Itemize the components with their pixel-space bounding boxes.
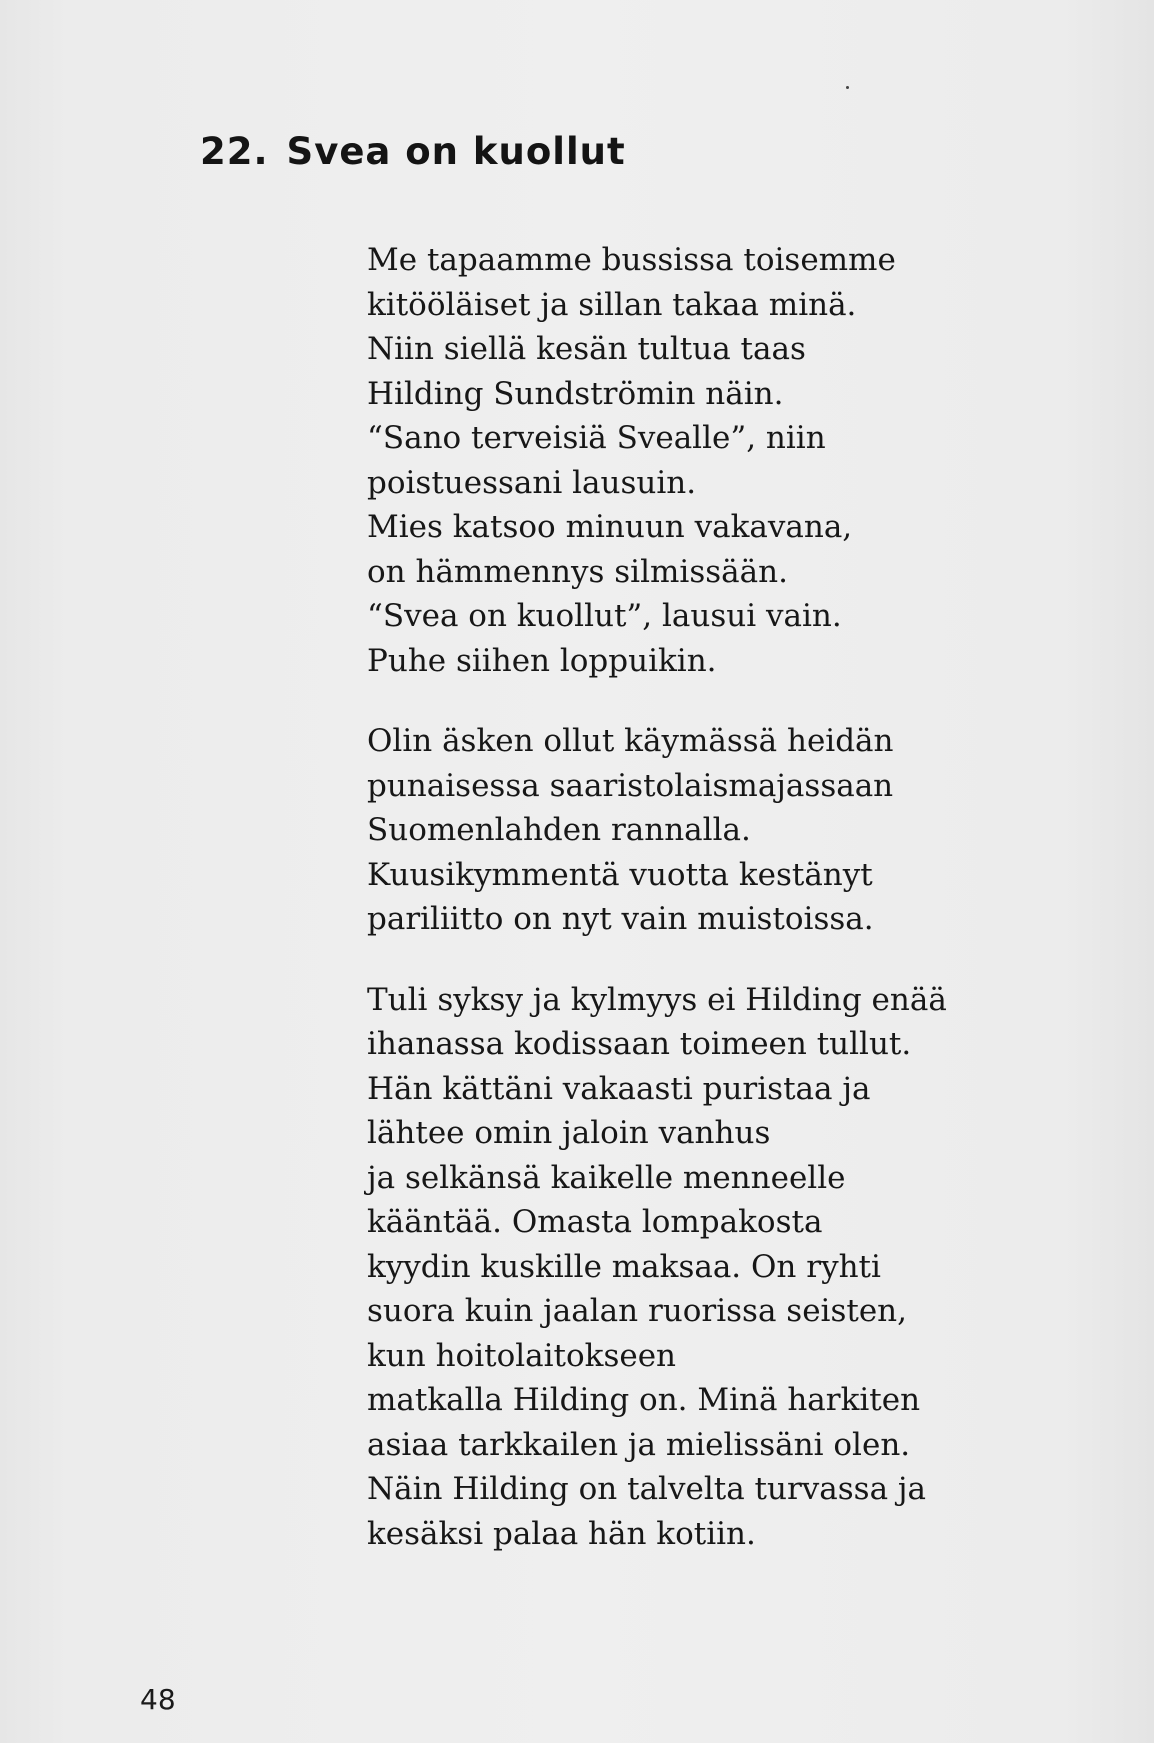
poem-line: lähtee omin jaloin vanhus — [367, 1115, 771, 1151]
poem-line: kun hoitolaitokseen — [367, 1337, 677, 1374]
poem-line: Olin äsken ollut käymässä heidän — [367, 723, 894, 759]
poem-line: asiaa tarkkailen ja mielissäni olen. — [367, 1426, 911, 1463]
poem-line: “Svea on kuollut”, lausui vain. — [367, 598, 842, 634]
stanza-2 — [367, 719, 1047, 942]
poem-line: kitööläiset ja sillan takaa minä. — [367, 286, 857, 323]
poem-body — [367, 238, 1047, 1592]
poem-line: kesäksi palaa hän kotiin. — [367, 1515, 756, 1552]
chapter-title: Svea on kuollut — [286, 130, 626, 173]
poem-line: kääntää. Omasta lompakosta — [367, 1204, 823, 1240]
poem-line: Suomenlahden rannalla. — [367, 812, 751, 848]
poem-line: Kuusikymmentä vuotta kestänyt — [367, 856, 873, 893]
poem-line: matkalla Hilding on. Minä harkiten — [367, 1382, 921, 1418]
poem-line: Me tapaamme bussissa toisemme — [367, 242, 896, 278]
page-number: 48 — [140, 1683, 176, 1716]
poem-line: punaisessa saaristolaismajassaan — [367, 767, 894, 804]
chapter-heading — [200, 130, 626, 173]
poem-line: kyydin kuskille maksaa. On ryhti — [367, 1248, 881, 1285]
poem-line: Tuli syksy ja kylmyys ei Hilding enää — [367, 981, 947, 1018]
print-speck — [846, 86, 849, 89]
stanza-3 — [367, 978, 1047, 1557]
poem-line: “Sano terveisiä Svealle”, niin — [367, 420, 826, 456]
stanza-1 — [367, 238, 1047, 683]
poem-line: Hilding Sundströmin näin. — [367, 375, 784, 412]
poem-line: Mies katsoo minuun vakavana, — [367, 509, 853, 545]
chapter-number: 22. — [200, 130, 269, 173]
poem-line: suora kuin jaalan ruorissa seisten, — [367, 1293, 908, 1329]
poem-line: Niin siellä kesän tultua taas — [367, 331, 806, 367]
poem-line: ja selkänsä kaikelle menneelle — [367, 1159, 846, 1196]
poem-line: ihanassa kodissaan toimeen tullut. — [367, 1026, 912, 1062]
poem-line: Näin Hilding on talvelta turvassa ja — [367, 1471, 927, 1507]
poem-line: on hämmennys silmissään. — [367, 553, 788, 590]
poem-line: pariliitto on nyt vain muistoissa. — [367, 901, 874, 937]
poem-line: Hän kättäni vakaasti puristaa ja — [367, 1070, 871, 1107]
poem-line: poistuessani lausuin. — [367, 464, 697, 501]
poem-line: Puhe siihen loppuikin. — [367, 642, 717, 679]
